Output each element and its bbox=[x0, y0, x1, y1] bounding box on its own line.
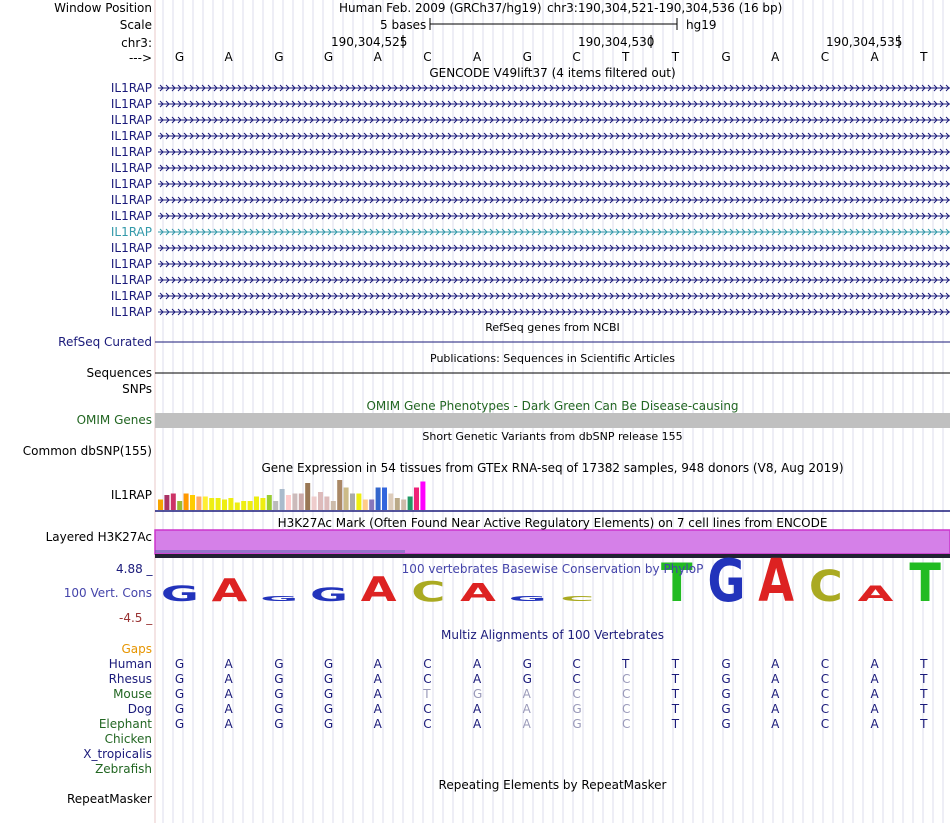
gtex-tissue-bar bbox=[420, 482, 425, 511]
gencode-transcript-row bbox=[158, 117, 950, 123]
gtex-tissue-bar bbox=[222, 500, 227, 511]
gtex-tissue-bar bbox=[241, 501, 246, 510]
alignment-base: C bbox=[423, 657, 432, 671]
species-label[interactable]: Zebrafish bbox=[95, 762, 152, 776]
gtex-bar-chart bbox=[158, 480, 425, 510]
gtex-tissue-bar bbox=[350, 494, 355, 511]
base-letter: C bbox=[423, 50, 432, 64]
conservation-letter: A bbox=[360, 569, 397, 610]
gtex-tissue-bar bbox=[318, 492, 323, 510]
gtex-tissue-bar bbox=[164, 495, 169, 510]
alignment-base: T bbox=[671, 687, 680, 701]
gtex-tissue-bar bbox=[273, 501, 278, 510]
alignment-base: T bbox=[671, 657, 680, 671]
gencode-transcript-row bbox=[158, 245, 950, 251]
alignment-base: T bbox=[671, 717, 680, 731]
h3k27ac-layer-signal bbox=[155, 550, 405, 553]
species-label[interactable]: X_tropicalis bbox=[83, 747, 152, 761]
gtex-tissue-bar bbox=[369, 500, 374, 511]
gencode-transcript-row bbox=[158, 277, 950, 283]
alignment-base: A bbox=[522, 687, 531, 701]
gencode-transcript-row bbox=[158, 229, 950, 235]
gencode-track-title[interactable]: GENCODE V49lift37 (4 items filtered out) bbox=[429, 66, 676, 80]
alignment-base: C bbox=[820, 702, 830, 716]
alignment-base: A bbox=[870, 717, 879, 731]
alignment-base: T bbox=[423, 687, 431, 701]
alignment-base: G bbox=[274, 687, 284, 701]
gtex-tissue-bar bbox=[324, 497, 329, 511]
gencode-transcript-label[interactable]: IL1RAP bbox=[110, 129, 152, 143]
gtex-tissue-bar bbox=[260, 498, 265, 510]
gencode-transcript-row bbox=[158, 213, 950, 219]
alignment-base: C bbox=[622, 702, 631, 716]
conservation-letter: A bbox=[460, 578, 496, 607]
alignment-base: C bbox=[572, 672, 581, 686]
window-position-label: Window Position bbox=[54, 1, 152, 15]
gtex-tissue-bar bbox=[158, 500, 163, 511]
gencode-transcript-row bbox=[158, 181, 950, 187]
alignment-base: T bbox=[920, 672, 928, 686]
gencode-transcript-label[interactable]: IL1RAP bbox=[110, 241, 152, 255]
conservation-letter: C bbox=[560, 594, 595, 603]
base-letter: G bbox=[274, 50, 284, 64]
gtex-tissue-bar bbox=[171, 494, 176, 511]
alignment-base: G bbox=[323, 702, 334, 716]
alignment-base: G bbox=[174, 702, 185, 716]
base-letter: A bbox=[472, 50, 482, 64]
conservation-letter: A bbox=[857, 581, 894, 607]
species-label[interactable]: Dog bbox=[127, 702, 152, 716]
alignment-base: A bbox=[472, 672, 482, 686]
gtex-tissue-bar bbox=[305, 483, 310, 510]
base-letter: A bbox=[224, 50, 233, 64]
base-letter: G bbox=[721, 50, 731, 64]
omim-track-label[interactable]: OMIM Genes bbox=[76, 413, 152, 427]
gtex-tissue-bar bbox=[382, 488, 387, 511]
gencode-transcript-row bbox=[158, 293, 950, 299]
alignment-base: A bbox=[224, 687, 233, 701]
alignment-base: A bbox=[373, 687, 382, 701]
coord-label-3: 190,304,535 bbox=[826, 35, 903, 49]
conservation-letter: G bbox=[260, 594, 299, 603]
gtex-tissue-bar bbox=[267, 495, 272, 510]
conservation-letter: C bbox=[411, 575, 446, 608]
cons-ymax-label: 4.88 _ bbox=[116, 562, 153, 576]
base-letter: A bbox=[870, 50, 879, 64]
gtex-tissue-bar bbox=[209, 498, 214, 510]
omim-gene-bar bbox=[155, 413, 950, 428]
alignment-base: G bbox=[174, 687, 185, 701]
alignment-base: A bbox=[472, 657, 482, 671]
gtex-tissue-bar bbox=[408, 497, 413, 511]
alignment-base: G bbox=[274, 672, 284, 686]
species-label[interactable]: Chicken bbox=[104, 732, 152, 746]
conservation-letter: G bbox=[508, 594, 547, 603]
alignment-base: A bbox=[522, 717, 531, 731]
base-letter: C bbox=[572, 50, 581, 64]
alignment-base: G bbox=[274, 702, 284, 716]
alignment-base: C bbox=[423, 702, 432, 716]
alignment-base: C bbox=[572, 657, 581, 671]
gtex-tissue-bar bbox=[184, 494, 189, 511]
gtex-tissue-bar bbox=[388, 494, 393, 511]
alignment-base: T bbox=[920, 702, 928, 716]
gtex-tissue-bar bbox=[331, 501, 336, 510]
gencode-transcript-label[interactable]: IL1RAP bbox=[110, 289, 152, 303]
scale-db-label: hg19 bbox=[686, 18, 717, 32]
alignment-base: A bbox=[522, 702, 531, 716]
alignment-base: G bbox=[721, 702, 731, 716]
gtex-tissue-bar bbox=[337, 480, 342, 510]
alignment-base: C bbox=[423, 672, 432, 686]
gtex-tissue-bar bbox=[401, 500, 406, 511]
cons-ymin-label: -4.5 _ bbox=[119, 611, 153, 625]
alignment-base: A bbox=[373, 657, 382, 671]
gencode-transcript-label[interactable]: IL1RAP bbox=[110, 209, 152, 223]
alignment-base: A bbox=[870, 687, 879, 701]
gencode-transcript-label[interactable]: IL1RAP bbox=[110, 225, 152, 239]
chrom-label: chr3: bbox=[121, 36, 152, 50]
alignment-base: C bbox=[622, 717, 631, 731]
alignment-base: T bbox=[622, 657, 630, 671]
h3k27ac-track-title[interactable]: H3K27Ac Mark (Often Found Near Active Regulatory Elements) on 7 cell lines from ENCODE bbox=[277, 516, 828, 530]
repeatmasker-track-label[interactable]: RepeatMasker bbox=[66, 792, 152, 806]
gtex-track-label[interactable]: IL1RAP bbox=[110, 488, 152, 502]
species-label[interactable]: Mouse bbox=[113, 687, 152, 701]
gencode-transcript-row bbox=[158, 309, 950, 315]
alignment-base: G bbox=[572, 717, 582, 731]
gencode-transcript-label[interactable]: IL1RAP bbox=[110, 193, 152, 207]
alignment-base: G bbox=[274, 657, 284, 671]
alignment-base: A bbox=[472, 702, 482, 716]
dbsnp-track-title[interactable]: Short Genetic Variants from dbSNP release 155 bbox=[422, 430, 683, 443]
alignment-base: A bbox=[472, 717, 482, 731]
gencode-transcript-row bbox=[158, 197, 950, 203]
base-letter: T bbox=[920, 50, 928, 64]
alignment-base: G bbox=[323, 672, 334, 686]
gtex-tissue-bar bbox=[395, 498, 400, 510]
coord-label-2: 190,304,530 bbox=[578, 35, 655, 49]
gencode-transcript-row bbox=[158, 149, 950, 155]
alignment-base: A bbox=[870, 702, 879, 716]
gencode-transcript-label[interactable]: IL1RAP bbox=[110, 145, 152, 159]
base-letter: C bbox=[820, 50, 830, 64]
alignment-base: G bbox=[323, 717, 334, 731]
gtex-tissue-bar bbox=[414, 488, 419, 511]
position-readout[interactable]: chr3:190,304,521-190,304,536 (16 bp) bbox=[547, 1, 783, 15]
gtex-tissue-bar bbox=[254, 497, 259, 511]
alignment-base: C bbox=[622, 672, 631, 686]
alignment-base: G bbox=[174, 657, 185, 671]
base-letter: T bbox=[671, 50, 680, 64]
alignment-base: G bbox=[174, 717, 185, 731]
alignment-base: G bbox=[522, 672, 532, 686]
alignment-base: A bbox=[771, 657, 780, 671]
conservation-letter: G bbox=[707, 547, 746, 616]
gencode-transcript-label[interactable]: IL1RAP bbox=[110, 305, 152, 319]
alignment-base: C bbox=[820, 717, 830, 731]
alignment-base: G bbox=[174, 672, 185, 686]
gtex-tissue-bar bbox=[203, 497, 208, 511]
conservation-letter: G bbox=[160, 581, 199, 607]
alignment-base: G bbox=[721, 672, 731, 686]
refseq-track-title[interactable]: RefSeq genes from NCBI bbox=[485, 321, 620, 334]
scale-bar-text: 5 bases bbox=[380, 18, 427, 32]
gencode-transcript-label[interactable]: IL1RAP bbox=[110, 257, 152, 271]
alignment-base: T bbox=[920, 717, 928, 731]
gtex-track-title[interactable]: Gene Expression in 54 tissues from GTEx RNA-seq of 17382 samples, 948 donors (V8, Aug 2019) bbox=[261, 461, 844, 475]
conservation-letter: T bbox=[660, 552, 693, 614]
alignment-base: A bbox=[224, 672, 233, 686]
gtex-tissue-bar bbox=[363, 500, 368, 511]
alignment-base: G bbox=[522, 657, 532, 671]
alignment-base: A bbox=[870, 672, 879, 686]
gtex-tissue-bar bbox=[312, 497, 317, 511]
gencode-transcript-label[interactable]: IL1RAP bbox=[110, 161, 152, 175]
alignment-base: T bbox=[671, 702, 680, 716]
omim-track-title[interactable]: OMIM Gene Phenotypes - Dark Green Can Be Disease-causing bbox=[366, 399, 739, 413]
repeatmasker-track-title[interactable]: Repeating Elements by RepeatMasker bbox=[438, 778, 667, 792]
alignment-base: T bbox=[671, 672, 680, 686]
gencode-transcript-label[interactable]: IL1RAP bbox=[110, 113, 152, 127]
conservation-letter: G bbox=[309, 584, 348, 606]
gencode-transcript-row bbox=[158, 165, 950, 171]
gtex-tissue-bar bbox=[292, 494, 297, 511]
alignment-base: G bbox=[721, 657, 731, 671]
gtex-tissue-bar bbox=[299, 494, 304, 511]
strand-label: ---> bbox=[128, 51, 152, 65]
base-letter: A bbox=[771, 50, 780, 64]
coord-label-1: 190,304,525 bbox=[331, 35, 408, 49]
gtex-tissue-bar bbox=[196, 497, 201, 511]
species-label[interactable]: Human bbox=[108, 657, 152, 671]
gtex-tissue-bar bbox=[344, 488, 349, 511]
cons-track-label[interactable]: 100 Vert. Cons bbox=[63, 586, 152, 600]
alignment-base: A bbox=[771, 717, 780, 731]
base-letter: T bbox=[622, 50, 630, 64]
base-letter: G bbox=[174, 50, 185, 64]
gencode-transcript-label[interactable]: IL1RAP bbox=[110, 177, 152, 191]
species-label[interactable]: Rhesus bbox=[108, 672, 152, 686]
alignment-base: A bbox=[870, 657, 879, 671]
dbsnp-track-label[interactable]: Common dbSNP(155) bbox=[22, 444, 152, 458]
scale-label: Scale bbox=[119, 18, 152, 32]
alignment-base: G bbox=[721, 717, 731, 731]
alignment-base: C bbox=[622, 687, 631, 701]
alignment-base: C bbox=[820, 672, 830, 686]
alignment-base: T bbox=[920, 687, 928, 701]
alignment-base: G bbox=[721, 687, 731, 701]
gtex-tissue-bar bbox=[286, 495, 291, 510]
alignment-base: G bbox=[274, 717, 284, 731]
alignment-base: A bbox=[224, 717, 233, 731]
publications-track-title[interactable]: Publications: Sequences in Scientific Articles bbox=[430, 352, 675, 365]
alignment-base: A bbox=[771, 687, 780, 701]
gencode-transcript-label[interactable]: IL1RAP bbox=[110, 273, 152, 287]
gencode-transcript-row bbox=[158, 261, 950, 267]
multiz-track-title[interactable]: Multiz Alignments of 100 Vertebrates bbox=[440, 628, 665, 642]
alignment-base: G bbox=[323, 687, 334, 701]
gtex-tissue-bar bbox=[228, 498, 233, 510]
h3k27ac-track-label[interactable]: Layered H3K27Ac bbox=[45, 530, 152, 544]
gencode-transcript-row bbox=[158, 85, 950, 91]
alignment-base: G bbox=[472, 687, 483, 701]
gencode-transcript-label[interactable]: IL1RAP bbox=[110, 81, 152, 95]
gtex-tissue-bar bbox=[235, 503, 240, 511]
h3k27ac-bottom-band bbox=[155, 554, 950, 558]
base-letter: G bbox=[522, 50, 532, 64]
alignment-base: G bbox=[572, 702, 582, 716]
gtex-tissue-bar bbox=[356, 494, 361, 511]
gaps-label: Gaps bbox=[121, 642, 152, 656]
alignment-base: C bbox=[572, 687, 581, 701]
alignment-base: G bbox=[323, 657, 334, 671]
gtex-tissue-bar bbox=[177, 501, 182, 510]
refseq-track-label[interactable]: RefSeq Curated bbox=[58, 335, 152, 349]
gtex-tissue-bar bbox=[248, 501, 253, 510]
alignment-base: A bbox=[224, 702, 233, 716]
base-letter: A bbox=[373, 50, 382, 64]
conservation-letter: C bbox=[808, 561, 843, 612]
gencode-transcript-row bbox=[158, 133, 950, 139]
cons-track-title[interactable]: 100 vertebrates Basewise Conservation by PhyloP bbox=[401, 562, 704, 576]
alignment-base: A bbox=[224, 657, 233, 671]
sequences-track-label[interactable]: Sequences bbox=[86, 366, 152, 380]
alignment-base: A bbox=[771, 702, 780, 716]
alignment-base: C bbox=[820, 657, 830, 671]
gencode-transcript-row bbox=[158, 101, 950, 107]
conservation-letter: A bbox=[211, 573, 248, 609]
alignment-base: T bbox=[920, 657, 928, 671]
snps-track-label[interactable]: SNPs bbox=[122, 382, 152, 396]
base-letter: G bbox=[323, 50, 334, 64]
assembly-title: Human Feb. 2009 (GRCh37/hg19) bbox=[339, 1, 542, 15]
conservation-letter: A bbox=[758, 547, 794, 616]
gtex-tissue-bar bbox=[190, 495, 195, 510]
gtex-tissue-bar bbox=[280, 489, 285, 510]
gencode-transcript-label[interactable]: IL1RAP bbox=[110, 97, 152, 111]
species-label[interactable]: Elephant bbox=[98, 717, 152, 731]
conservation-letter: T bbox=[909, 552, 941, 614]
alignment-base: A bbox=[373, 702, 382, 716]
alignment-base: A bbox=[373, 717, 382, 731]
gtex-tissue-bar bbox=[376, 488, 381, 511]
alignment-base: A bbox=[373, 672, 382, 686]
alignment-base: A bbox=[771, 672, 780, 686]
gtex-tissue-bar bbox=[216, 498, 221, 510]
alignment-base: C bbox=[423, 717, 432, 731]
alignment-base: C bbox=[820, 687, 830, 701]
